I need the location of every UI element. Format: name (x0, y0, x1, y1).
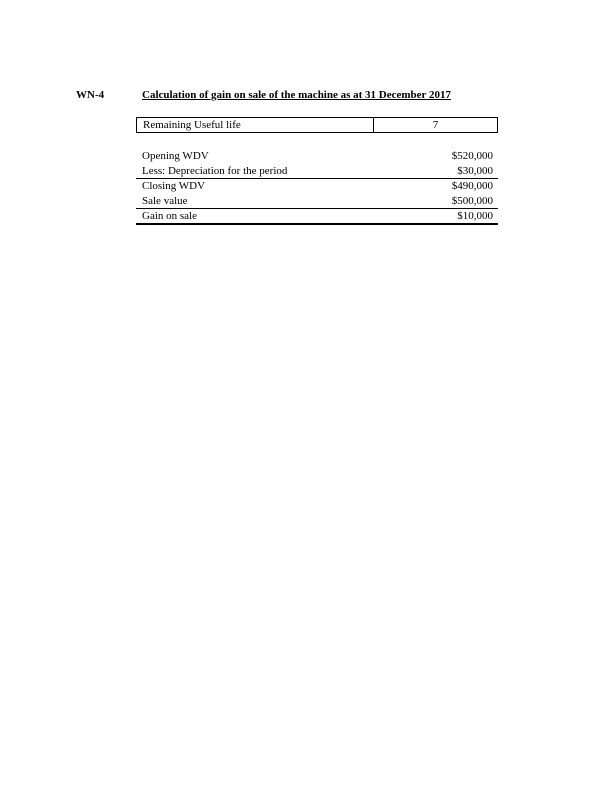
row-label: Sale value (142, 195, 188, 207)
row-label: Closing WDV (142, 180, 206, 192)
row-label: Opening WDV (142, 150, 209, 162)
table-row (136, 194, 498, 209)
section-title: Calculation of gain on sale of the machine as at 31 December 2017 (142, 89, 451, 101)
table-row (136, 149, 498, 164)
useful-life-value: 7 (432, 119, 439, 131)
row-value: $520,000 (451, 150, 493, 162)
useful-life-label: Remaining Useful life (137, 118, 374, 132)
table-row (136, 164, 498, 179)
row-label: Gain on sale (142, 210, 197, 222)
table-row (136, 179, 498, 194)
row-value: $500,000 (451, 195, 493, 207)
gain-calculation-table (136, 149, 498, 225)
row-value: $30,000 (457, 165, 493, 177)
table-row (136, 209, 498, 225)
row-value: $490,000 (451, 180, 493, 192)
row-value: $10,000 (457, 210, 493, 222)
row-label: Less: Depreciation for the period (142, 165, 288, 177)
working-note-ref: WN-4 (76, 89, 105, 101)
useful-life-table (136, 117, 498, 133)
